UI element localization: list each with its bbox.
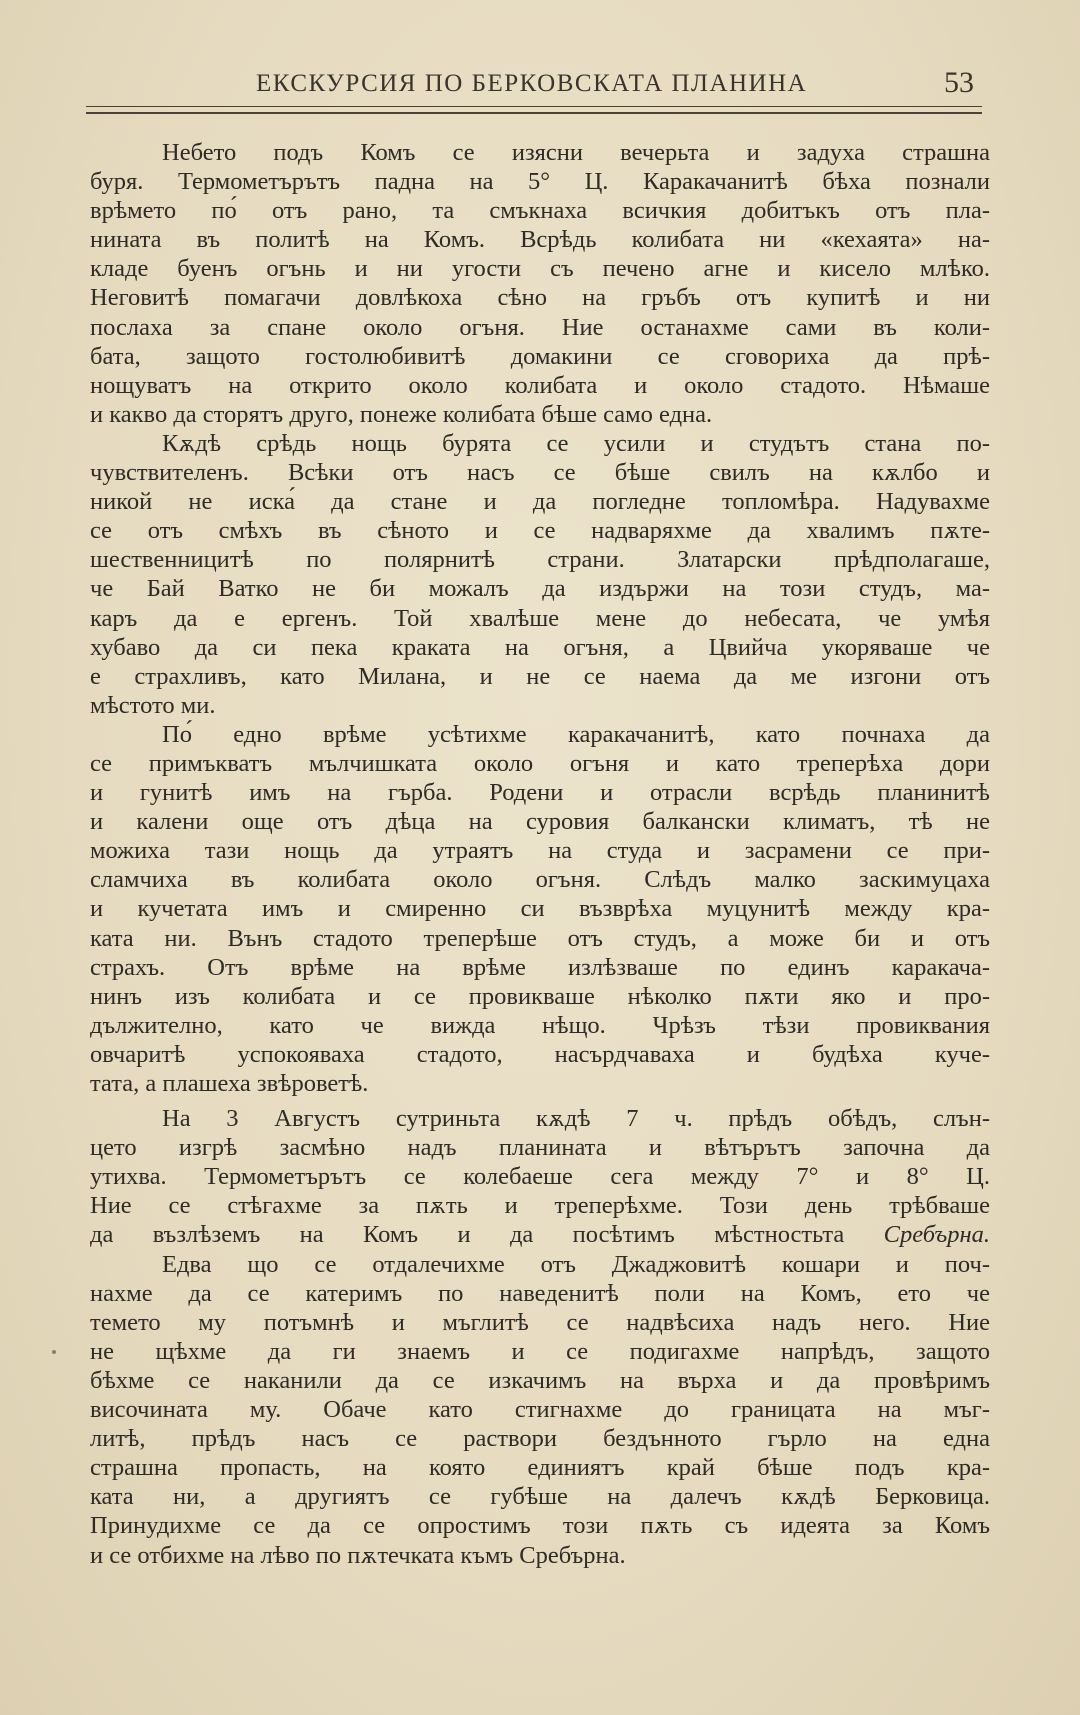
paragraph <box>90 1104 990 1249</box>
header-rule-thick <box>86 112 982 114</box>
text-line: врѣмето по́ отъ рано, та смъкнаха всичкия добитъкъ отъ пла- <box>90 197 990 225</box>
text-line: Небето подъ Комъ се изясни вечерьта и задуха страшна <box>162 139 990 166</box>
text-line: По́ едно врѣме усѣтихме каракачанитѣ, като почнаха да <box>162 720 990 748</box>
text-line: и гунитѣ имъ на гърба. Родени и отрасли всрѣдь планинитѣ <box>90 779 990 807</box>
running-title: ЕКСКУРСИЯ ПО БЕРКОВСКАТА ПЛАНИНА <box>256 70 808 97</box>
text-line: не щѣхме да ги знаемъ и се подигахме напрѣдъ, защото <box>90 1337 990 1365</box>
text-line: Неговитѣ помагачи довлѣкоха сѣно на гръбъ отъ купитѣ и ни <box>90 284 990 312</box>
text-line: можиха тази нощь да утраятъ на студа и засрамени се при- <box>90 837 990 865</box>
text-line: нощуватъ на открито около колибата и около стадото. Нѣмаше <box>90 371 990 399</box>
text-line: никой не иска́ да стане и да погледне топломѣра. Надувахме <box>90 488 990 516</box>
text-line: страшна пропасть, на която единиятъ край бѣше подъ кра- <box>90 1454 990 1482</box>
text-line: овчаритѣ успокояваха стадото, насърдчаваха и будѣха куче- <box>90 1040 990 1068</box>
text-line: кладе буенъ огънь и ни угости съ печено агне и кисело млѣко. <box>90 255 990 283</box>
text-line: и какво да сторятъ друго, понеже колибата бѣше само една. <box>90 400 713 428</box>
text-line: нината въ политѣ на Комъ. Всрѣдь колибата ни «кехаята» на- <box>90 226 990 254</box>
text-line: чувствителенъ. Всѣки отъ насъ се бѣше свилъ на кѫлбо и <box>90 459 990 487</box>
text-line: Едва що се отдалечихме отъ Джаджовитѣ кошари и поч- <box>162 1250 990 1278</box>
text-line: литѣ, прѣдъ насъ се раствори бездънното гърло на една <box>90 1425 990 1453</box>
paragraph <box>90 138 990 429</box>
text-line: каръ да е ергенъ. Той хвалѣше мене до небесата, че умѣя <box>90 604 990 632</box>
text-line: и се отбихме на лѣво по пѫтечката къмъ Сребърна. <box>90 1541 626 1569</box>
text-line: се примъкватъ мълчишката около огъня и като треперѣха дори <box>90 749 990 777</box>
text-line: мѣстото ми. <box>90 691 216 719</box>
margin-speck <box>52 1350 56 1354</box>
text-line: На 3 Августъ сутриньта кѫдѣ 7 ч. прѣдъ обѣдъ, слън- <box>162 1105 990 1133</box>
text-line: шественницитѣ по полярнитѣ страни. Златарски прѣдполагаше, <box>90 546 990 574</box>
text-line: темето му потъмнѣ и мъглитѣ се надвѣсиха надъ него. Ние <box>90 1308 990 1336</box>
text-line: буря. Термометърътъ падна на 5° Ц. Каракачанитѣ бѣха познали <box>90 168 990 196</box>
text-line: послаха за спане около огъня. Ние останахме сами въ коли- <box>90 313 990 341</box>
text-line: че Бай Ватко не би можалъ да издържи на този студъ, ма- <box>90 575 990 603</box>
text-line: сламчиха въ колибата около огъня. Слѣдъ малко заскимуцаха <box>90 866 990 894</box>
text-line: височината му. Обаче като стигнахме до границата на мъг- <box>90 1396 990 1424</box>
paragraph <box>90 429 990 720</box>
text-line: Кѫдѣ срѣдь нощь бурята се усили и студътъ стана по- <box>162 429 990 457</box>
text-line: бѣхме се наканили да се изкачимъ на върха и да провѣримъ <box>90 1366 990 1394</box>
page-header <box>86 62 982 106</box>
header-rule-thin <box>86 106 982 107</box>
paragraph <box>90 720 990 1098</box>
text-line: хубаво да си пека краката на огъня, а Цвийча укоряваше че <box>90 633 990 661</box>
text-line-with-emphasis <box>90 1220 990 1249</box>
text-line: бата, защото гостолюбивитѣ домакини се сговориха да прѣ- <box>90 342 990 370</box>
text-line: ката ни. Вънъ стадото треперѣше отъ студъ, а може би и отъ <box>90 924 990 952</box>
text-line: е страхливъ, като Милана, и не се наема да ме изгони отъ <box>90 662 990 690</box>
text-line: ката ни, а другиятъ се губѣше на далечъ кѫдѣ Берковица. <box>90 1483 990 1511</box>
paragraph <box>90 1250 990 1570</box>
text-line: утихва. Термометърътъ се колебаеше сега между 7° и 8° Ц. <box>90 1163 990 1191</box>
text-line: нахме да се катеримъ по наведенитѣ поли на Комъ, ето че <box>90 1279 990 1307</box>
text-line: Ние се стѣгахме за пѫть и треперѣхме. Този день трѣбваше <box>90 1192 990 1220</box>
text-line: страхъ. Отъ врѣме на врѣме излѣзваше по единъ каракача- <box>90 953 990 981</box>
place-name-emphasis: Сребърна. <box>883 1221 990 1249</box>
text-line: и калени още отъ дѣца на суровия балкански климатъ, тѣ не <box>90 808 990 836</box>
page-number: 53 <box>944 66 974 99</box>
text-line: тата, а плашеха звѣроветѣ. <box>90 1070 369 1097</box>
text-line: Принудихме се да се опростимъ този пѫть съ идеята за Комъ <box>90 1512 990 1540</box>
text-fragment: да възлѣземъ на Комъ и да посѣтимъ мѣстностьта <box>90 1221 845 1249</box>
text-line: и кучетата имъ и смиренно си възврѣха муцунитѣ между кра- <box>90 895 990 923</box>
text-line: нинъ изъ колибата и се провикваше нѣколко пѫти яко и про- <box>90 982 990 1010</box>
text-line: се отъ смѣхъ въ сѣното и се надваряхме да хвалимъ пѫте- <box>90 517 990 545</box>
text-line: дължително, като че вижда нѣщо. Чрѣзъ тѣзи провиквания <box>90 1011 990 1039</box>
text-line: цето изгрѣ засмѣно надъ планината и вѣтърътъ започна да <box>90 1134 990 1162</box>
body-text <box>90 138 990 1570</box>
